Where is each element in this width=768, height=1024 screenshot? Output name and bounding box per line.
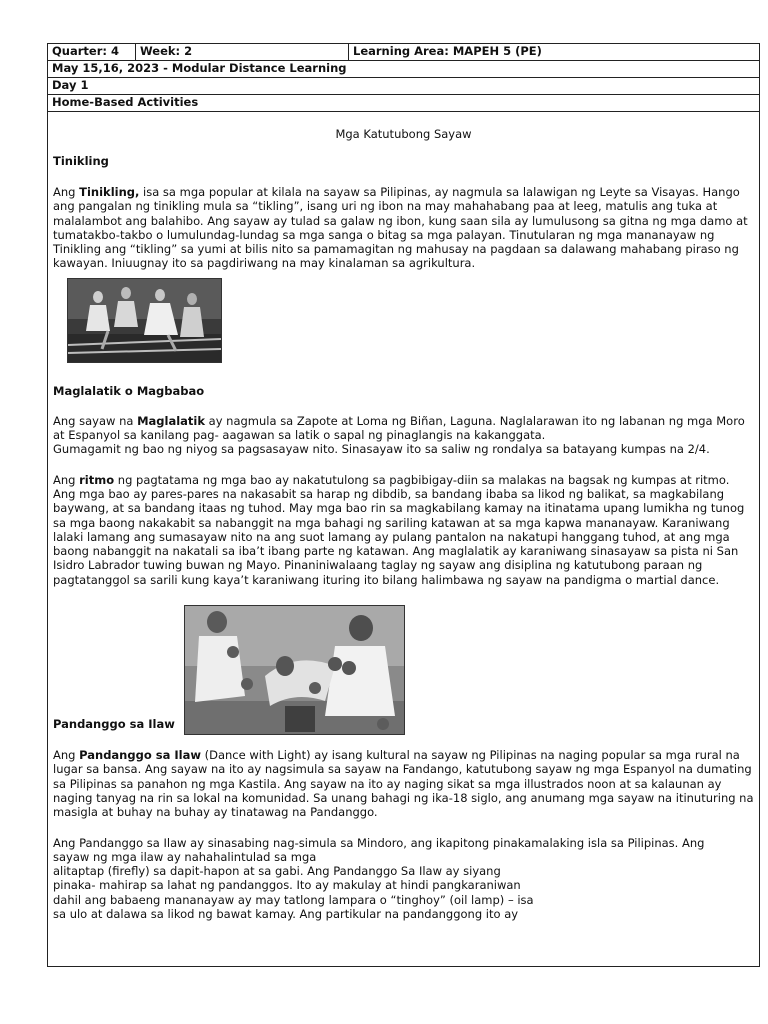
maglalatik-photo xyxy=(184,605,405,735)
document-sheet xyxy=(47,43,760,967)
header-row-1 xyxy=(48,44,759,61)
document-title: Mga Katutubong Sayaw xyxy=(335,127,472,141)
tinikling-heading: Tinikling xyxy=(53,154,109,168)
tinikling-paragraph: Ang Tinikling, isa sa mga popular at kilala na sayaw sa Pilipinas, ay nagmula sa lalawigan ng Leyte sa Visayas. Hango ang pangalan ng tinikling mula sa “tikling”, isang uri ng ibon na may mahahabang paa at leeg, matulis ang tuka at malalambot ang balahibo. Ang sayaw ay tulad sa galaw ng ibon, kung saan sila ay lumulusong sa gitna ng mga damo at tumatakbo-takbo o lumulundag-lundag sa mga sanga o bitag sa mga palayan. Tinutularan ng mga mananayaw ng Tinikling ang “tikling” sa yumi at bilis nito sa pamamagitan ng mahusay na pagdaan sa dalawang mahabang piraso ng kawayan. Iniuugnay ito sa pagdiriwang na may kinalaman sa agrikultura. xyxy=(53,185,748,271)
pandanggo-paragraph-1: Ang Pandanggo sa Ilaw (Dance with Light) ay isang kultural na sayaw ng Pilipinas na naging popular sa mga rural na lugar sa bansa. Ang sayaw na ito ay nagsimula sa sayaw na Fandango, katutubong sayaw ng mga Espanyol na dumating sa Pilipinas sa panahon ng mga Kastila. Ang sayaw na ito ay naging sikat sa mga illustrados noon at sa kalaunan ay naging tanyag na rin sa lokal na komunidad. Sa unang bahagi ng ika-18 siglo, ang anumang mga sayaw na itinuturing na masigla at buhay na buhay ay tinatawag na Pandanggo. xyxy=(53,748,754,820)
week-cell: Week: 2 xyxy=(136,44,349,60)
learning-area-cell: Learning Area: MAPEH 5 (PE) xyxy=(353,44,542,58)
header-row-2 xyxy=(48,61,759,78)
pandanggo-paragraph-2: Ang Pandanggo sa Ilaw ay sinasabing nag-simula sa Mindoro, ang ikapitong pinakamalaking isla sa Pilipinas. Ang sayaw ng mga ilaw ay nahahalintulad sa mga alitaptap (firefly) sa dapit-hapon at sa gabi. Ang Pandanggo Sa Ilaw ay siyang pinaka- mahirap sa lahat ng pandanggos. Ito ay makulay at hindi pangkaraniwan dahil ang babaeng mananayaw ay may tatlong lampara o “tinghoy” (oil lamp) – isa sa ulo at dalawa sa likod ng bawat kamay. Ang partikular na pandanggong ito ay xyxy=(53,835,705,922)
pandanggo-heading: Pandanggo sa Ilaw xyxy=(53,717,175,732)
header-row-3 xyxy=(48,78,759,95)
maglalatik-paragraph-3: Ang ritmo ng pagtatama ng mga bao ay nakatutulong sa pagbibigay-diin sa malakas na bagsak ng kumpas at ritmo. Ang mga bao ay pares-pares na nakasabit sa harap ng dibdib, sa bandang ibaba sa likod ng balikat, sa magkabilang baywang, at sa bandang itaas ng tuhod. May mga bao rin sa magkabilang kamay na itinatama upang lumikha ng tunog sa mga baong nakakabit sa nabanggit na mga bahagi ng sariling katawan at sa mga kapwa mananayaw. Karaniwang lalaki lamang ang sumasayaw nito na ang suot lamang ay pulang pantalon na nakatupi hanggang tuhod, at ang mga baong nabanggit na nakatali sa iba’t ibang parte ng katawan. Ang maglalatik ay karaniwang sinasayaw sa pista ni San Isidro Labrador tuwing buwan ng Mayo. Pinaniniwalaang taglay ng sayaw ang disiplina ng katutubong paraan ng pagtatanggol sa sarili kung kaya’t karaniwang ituring ito bilang halimbawa ng sayaw na pandigma o martial dance. xyxy=(53,472,745,587)
header-row-4 xyxy=(48,95,759,112)
maglalatik-heading: Maglalatik o Magbabao xyxy=(53,383,205,398)
document-body xyxy=(48,127,759,921)
maglalatik-paragraph-2: Gumagamit ng bao ng niyog sa pagsasayaw nito. Sinasayaw ito sa saliw ng rondalya sa batayang kumpas na 2/4. xyxy=(53,442,710,457)
maglalatik-paragraph-1: Ang sayaw na Maglalatik ay nagmula sa Zapote at Loma ng Biñan, Laguna. Naglalarawan ito ng labanan ng mga Moro at Espanyol sa kanilang pag- aagawan sa latik o sapal ng pinaglangis na kakanggata. xyxy=(53,413,745,443)
tinikling-photo xyxy=(67,278,222,363)
date-mode-cell: May 15,16, 2023 - Modular Distance Learning xyxy=(52,61,347,75)
quarter-cell: Quarter: 4 xyxy=(48,44,136,60)
activities-cell: Home-Based Activities xyxy=(52,95,199,109)
day-cell: Day 1 xyxy=(52,78,89,92)
